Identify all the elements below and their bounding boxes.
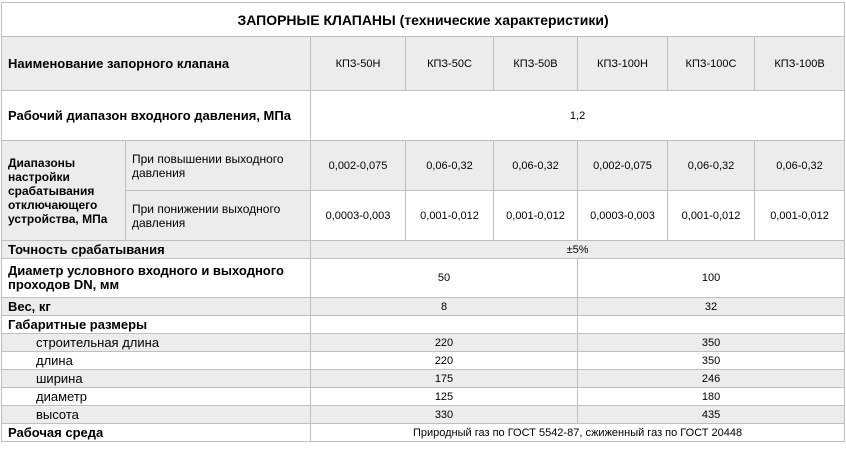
decrease-label: При понижении выходного давления — [126, 191, 311, 241]
model-header: КПЗ-100С — [668, 37, 755, 91]
decrease-value: 0,001-0,012 — [406, 191, 494, 241]
settings-label: Диапазоны настройки срабатывания отключающего устройства, МПа — [2, 141, 126, 241]
header-label: Наименование запорного клапана — [2, 37, 311, 91]
diameter-row — [2, 259, 845, 298]
weight-value-100: 32 — [578, 298, 845, 316]
decrease-value: 0,0003-0,003 — [578, 191, 668, 241]
dims-value-50: 330 — [311, 406, 578, 424]
dims-row — [2, 388, 845, 406]
increase-value: 0,06-0,32 — [668, 141, 755, 191]
increase-value: 0,002-0,075 — [311, 141, 406, 191]
setting-increase-row — [2, 141, 845, 191]
dims-row — [2, 370, 845, 388]
setting-decrease-row — [2, 191, 845, 241]
decrease-value: 0,001-0,012 — [668, 191, 755, 241]
dims-value-50: 220 — [311, 352, 578, 370]
dims-label: Габаритные размеры — [2, 316, 311, 334]
diameter-value-50: 50 — [311, 259, 578, 298]
dims-row-label: диаметр — [2, 388, 311, 406]
dims-row — [2, 406, 845, 424]
medium-row — [2, 424, 845, 442]
accuracy-row — [2, 241, 845, 259]
accuracy-value: ±5% — [311, 241, 845, 259]
dims-row-label: строительная длина — [2, 334, 311, 352]
dims-value-100: 246 — [578, 370, 845, 388]
model-header: КПЗ-50С — [406, 37, 494, 91]
model-header: КПЗ-100В — [755, 37, 845, 91]
dims-row-label: длина — [2, 352, 311, 370]
pressure-value: 1,2 — [311, 91, 845, 141]
medium-label: Рабочая среда — [2, 424, 311, 442]
pressure-row — [2, 91, 845, 141]
decrease-value: 0,0003-0,003 — [311, 191, 406, 241]
decrease-value: 0,001-0,012 — [755, 191, 845, 241]
dims-row-label: ширина — [2, 370, 311, 388]
dims-row — [2, 352, 845, 370]
medium-value: Природный газ по ГОСТ 5542-87, сжиженный газ по ГОСТ 20448 — [311, 424, 845, 442]
dims-value-100: 180 — [578, 388, 845, 406]
model-header: КПЗ-50В — [494, 37, 578, 91]
title-row — [2, 3, 845, 37]
dims-row-label: высота — [2, 406, 311, 424]
dims-value-50: 125 — [311, 388, 578, 406]
dims-value-100: 435 — [578, 406, 845, 424]
dims-value-100: 350 — [578, 352, 845, 370]
dims-row — [2, 334, 845, 352]
spec-table — [1, 2, 845, 442]
increase-value: 0,06-0,32 — [755, 141, 845, 191]
decrease-value: 0,001-0,012 — [494, 191, 578, 241]
dims-header-row — [2, 316, 845, 334]
increase-value: 0,002-0,075 — [578, 141, 668, 191]
model-header: КПЗ-100Н — [578, 37, 668, 91]
increase-value: 0,06-0,32 — [494, 141, 578, 191]
diameter-label: Диаметр условного входного и выходного проходов DN, мм — [2, 259, 311, 298]
dims-value-50: 220 — [311, 334, 578, 352]
dims-value-100: 350 — [578, 334, 845, 352]
diameter-value-100: 100 — [578, 259, 845, 298]
weight-label: Вес, кг — [2, 298, 311, 316]
header-row — [2, 37, 845, 91]
increase-value: 0,06-0,32 — [406, 141, 494, 191]
weight-row — [2, 298, 845, 316]
model-header: КПЗ-50Н — [311, 37, 406, 91]
weight-value-50: 8 — [311, 298, 578, 316]
increase-label: При повышении выходного давления — [126, 141, 311, 191]
table-title: ЗАПОРНЫЕ КЛАПАНЫ (технические характеристики) — [2, 3, 845, 37]
pressure-label: Рабочий диапазон входного давления, МПа — [2, 91, 311, 141]
dims-value-50: 175 — [311, 370, 578, 388]
accuracy-label: Точность срабатывания — [2, 241, 311, 259]
